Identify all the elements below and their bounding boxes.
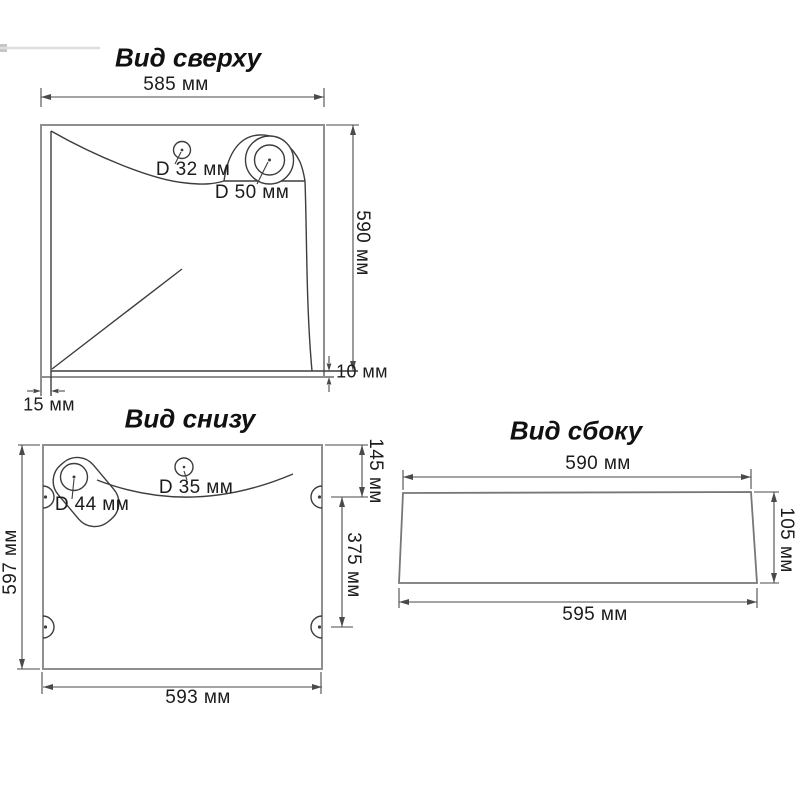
side-view-title: Вид сбоку [509, 415, 643, 446]
top-view-drain-label: D 50 мм [214, 182, 290, 203]
scan-artifact [0, 44, 100, 52]
bottom-view-title: Вид снизу [124, 403, 256, 434]
drain-boss-outline [45, 449, 128, 535]
bottom-view-hole-offset-label: 145 мм [365, 438, 386, 504]
top-view-rim-left-label: 15 мм [23, 394, 75, 415]
bottom-view-overflow-label: D 35 мм [158, 477, 234, 498]
side-view-height-label: 105 мм [776, 507, 797, 573]
side-view-bottom-width-label: 595 мм [562, 604, 628, 625]
side-view-outline [399, 492, 757, 583]
top-view-overflow-label: D 32 мм [155, 159, 231, 180]
bottom-view-drain-label: D 44 мм [54, 494, 130, 515]
top-view-height-label: 590 мм [352, 210, 373, 276]
bottom-view-height-label: 597 мм [0, 529, 21, 595]
top-view-title: Вид сверху [114, 42, 262, 73]
side-view-top-width-label: 590 мм [565, 453, 631, 474]
top-view-rim-bottom-label: 10 мм [336, 361, 388, 382]
side-view-dimensions [399, 469, 779, 608]
top-view-width-label: 585 мм [143, 74, 209, 95]
bottom-view-hole-spacing-label: 375 мм [343, 532, 364, 598]
side-view-drawing [399, 492, 757, 583]
top-view-dimensions [27, 88, 359, 393]
top-view-slope-line [52, 269, 182, 369]
bottom-view-width-label: 593 мм [165, 687, 231, 708]
top-view-inner-right [305, 181, 312, 371]
